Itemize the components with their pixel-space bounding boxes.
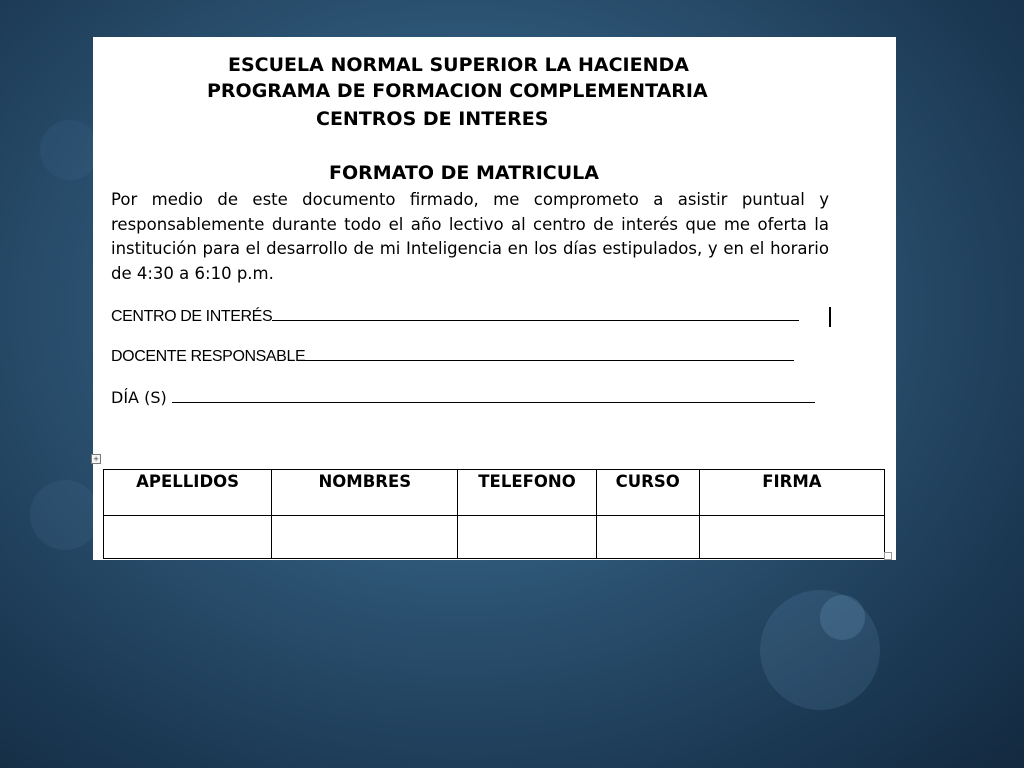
- school-name: ESCUELA NORMAL SUPERIOR LA HACIENDA: [228, 54, 689, 76]
- field-dias[interactable]: [111, 388, 831, 408]
- field-input-line[interactable]: [172, 402, 815, 403]
- table-cell-telefono[interactable]: [458, 516, 596, 559]
- table-resize-handle-icon[interactable]: [884, 552, 892, 560]
- table-cell-apellidos[interactable]: [104, 516, 272, 559]
- commitment-paragraph: Por medio de este documento firmado, me comprometo a asistir puntual y responsablemente durante todo el año lectivo al centro de interés que me oferta la institución para el desarrollo de mi Inteligencia en los días estipulados, y en el horario de 4:30 a 6:10 p.m.: [111, 190, 829, 283]
- background-bokeh: [820, 595, 865, 640]
- column-header-apellidos: APELLIDOS: [104, 470, 272, 516]
- column-header-firma: FIRMA: [699, 470, 884, 516]
- document-page: [93, 37, 896, 560]
- field-centro-de-interes[interactable]: [111, 307, 831, 327]
- program-name: PROGRAMA DE FORMACION COMPLEMENTARIA: [207, 80, 708, 102]
- column-header-telefono: TELEFONO: [458, 470, 596, 516]
- field-input-line[interactable]: [272, 320, 799, 321]
- table-cell-curso[interactable]: [596, 516, 699, 559]
- text-cursor: [829, 307, 831, 327]
- field-label: DOCENTE RESPONSABLE: [111, 348, 306, 365]
- column-header-curso: CURSO: [596, 470, 699, 516]
- table-cell-firma[interactable]: [699, 516, 884, 559]
- table-cell-nombres[interactable]: [272, 516, 458, 559]
- field-docente-responsable[interactable]: [111, 347, 831, 367]
- field-label: CENTRO DE INTERÉS: [111, 308, 273, 325]
- form-title: FORMATO DE MATRICULA: [329, 162, 599, 184]
- background-bokeh: [40, 120, 100, 180]
- field-label: DÍA (S): [111, 388, 172, 407]
- field-input-line[interactable]: [305, 360, 794, 361]
- table-move-handle-icon[interactable]: +: [91, 454, 101, 464]
- table-row: [104, 516, 885, 559]
- column-header-nombres: NOMBRES: [272, 470, 458, 516]
- background-bokeh: [30, 480, 100, 550]
- enrollment-table: [103, 469, 885, 559]
- section-name: CENTROS DE INTERES: [316, 108, 549, 130]
- table-header-row: [104, 470, 885, 516]
